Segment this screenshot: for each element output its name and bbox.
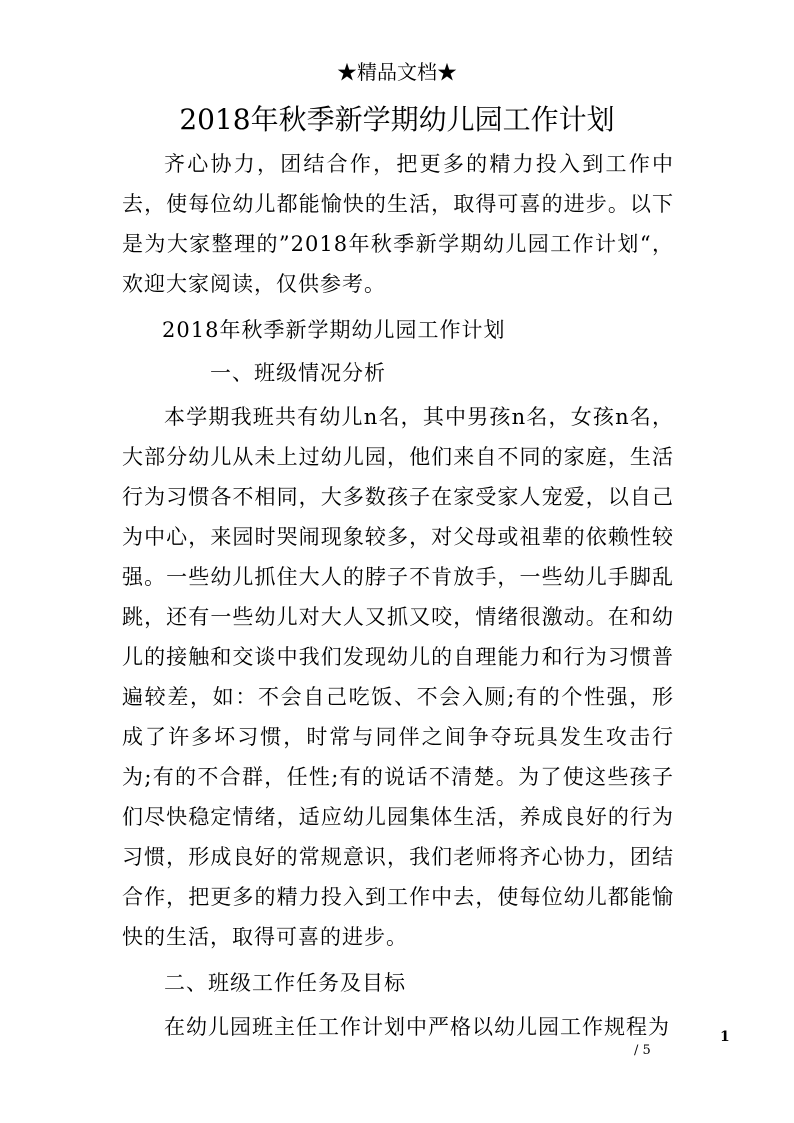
document-title: 2018年秋季新学期幼儿园工作计划 bbox=[179, 103, 615, 136]
section-2-heading: 二、班级工作任务及目标 bbox=[164, 971, 406, 995]
document-body bbox=[122, 144, 674, 1047]
section-1-paragraph: 本学期我班共有幼儿n名，其中男孩n名，女孩n名，大部分幼儿从未上过幼儿园，他们来自不同的家庭，生活行为习惯各不相同，大多数孩子在家受家人宠爱，以自己为中心，来园时哭闹现象较多，对父母或祖辈的依赖性较强。一些幼儿抓住大人的脖子不肯放手，一些幼儿手脚乱跳，还有一些幼儿对大人又抓又咬，情绪很激动。在和幼儿的接触和交谈中我们发现幼儿的自理能力和行为习惯普遍较差，如：不会自己吃饭、不会入厕;有的个性强，形成了许多坏习惯，时常与同伴之间争夺玩具发生攻击行为;有的不合群，任性;有的说话不清楚。为了使这些孩子们尽快稳定情绪，适应幼儿园集体生活，养成良好的行为习惯，形成良好的常规意识，我们老师将齐心协力，团结合作，把更多的精力投入到工作中去，使每位幼儿都能愉快的生活，取得可喜的进步。 bbox=[122, 405, 674, 949]
intro-paragraph: 齐心协力，团结合作，把更多的精力投入到工作中去，使每位幼儿都能愉快的生活，取得可喜的进步。以下是为大家整理的”2018年秋季新学期幼儿园工作计划“，欢迎大家阅读，仅供参考。 bbox=[122, 152, 674, 296]
page-number: 1 bbox=[720, 1029, 730, 1045]
section-2-paragraph: 在幼儿园班主任工作计划中严格以幼儿园工作规程为 bbox=[164, 1015, 670, 1039]
section-1-heading: 一、班级情况分析 bbox=[210, 361, 386, 385]
page-total: / 5 bbox=[634, 1043, 651, 1058]
subtitle: 2018年秋季新学期幼儿园工作计划 bbox=[162, 318, 506, 342]
document-header-mark: ★精品文档★ bbox=[337, 60, 457, 84]
